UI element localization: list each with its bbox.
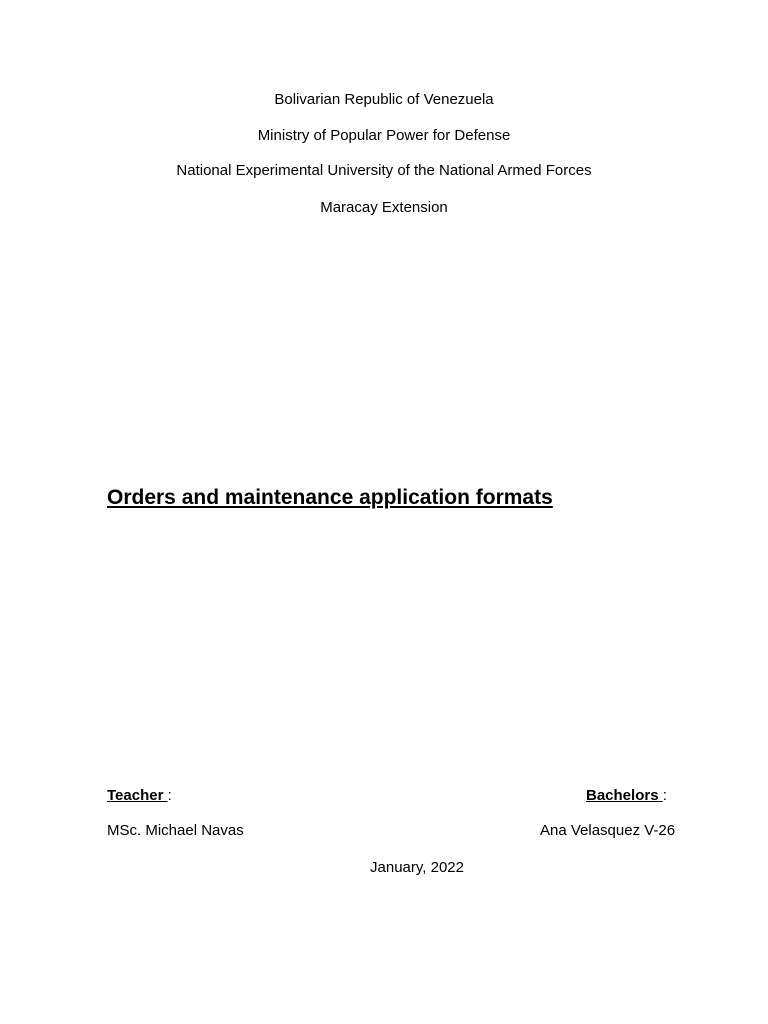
header-university: National Experimental University of the National Armed Forces	[176, 162, 592, 179]
document-date: January, 2022	[370, 859, 464, 876]
bachelor-name: Ana Velasquez V-26	[540, 822, 676, 839]
document-title: Orders and maintenance application formats	[107, 486, 553, 509]
header-extension: Maracay Extension	[320, 199, 448, 216]
header-ministry: Ministry of Popular Power for Defense	[257, 127, 511, 144]
bachelors-colon: :	[662, 787, 667, 804]
teacher-label-row	[107, 787, 172, 805]
bachelors-label-row	[586, 787, 667, 805]
bachelors-label: Bachelors	[586, 787, 663, 804]
teacher-name: MSc. Michael Navas	[107, 822, 244, 839]
teacher-colon: :	[167, 787, 172, 804]
header-country: Bolivarian Republic of Venezuela	[274, 91, 494, 108]
teacher-label: Teacher	[107, 787, 168, 804]
